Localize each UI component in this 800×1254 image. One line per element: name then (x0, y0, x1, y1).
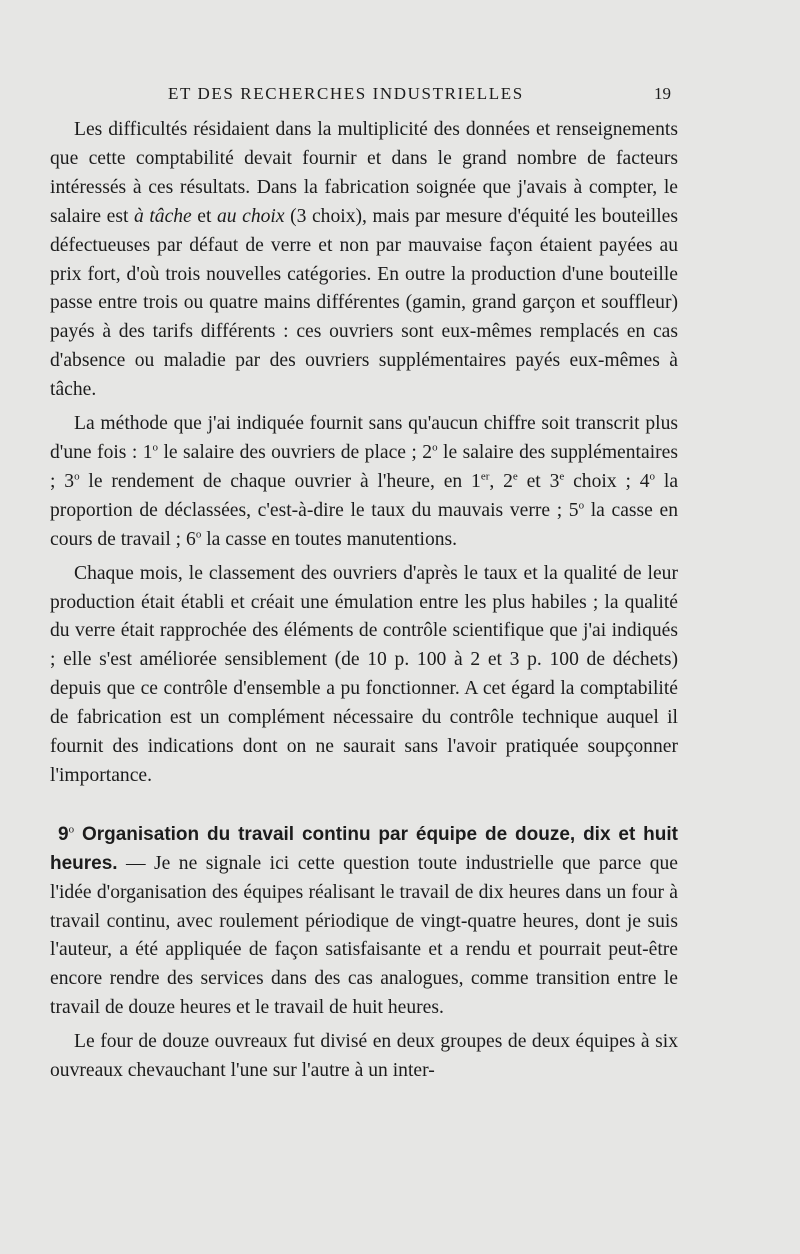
running-title: ET DES RECHERCHES INDUSTRIELLES (168, 84, 524, 103)
paragraph-2-text-b: le salaire des ouvriers de place ; 2 (158, 441, 433, 463)
paragraph-1-text-c: (3 choix), mais par mesure d'équité les bouteilles défectueuses par défaut de verre et non par mauvaise façon étaient payées au prix fort, d'où trois nouvelles catégories. En outre la production d'une bouteille passe entre trois ou quatre mains différentes (gamin, grand garçon et souffleur) payés à des tarifs différents : ces ouvriers sont eux-mêmes remplacés en cas d'absence ou maladie par des ouvriers supplémentaires payés eux-mêmes à tâche. (50, 205, 678, 401)
page-header (0, 84, 800, 114)
section-9-text: — Je ne signale ici cette question toute industrielle que parce que l'idée d'organisation des équipes réalisant le travail de dix heures dans un four à travail continu, avec roulement périodique de vingt-quatre heures, dont je suis l'auteur, a été appliquée de façon satisfaisante et a rendu et pourrait peut-être encore rendre des services dans des cas analogues, comme transition entre le travail de douze heures et le travail de huit heures. (50, 852, 678, 1019)
degree-sign: o (649, 470, 656, 483)
section-heading: Organisation du travail continu par équipe de douze, dix et huit heures. (50, 823, 678, 874)
paragraph-2-text-i: la casse en cours de travail ; 6 (50, 499, 678, 550)
degree-sign: o (432, 441, 438, 454)
paragraph-5: Le four de douze ouvreaux fut divisé en deux groupes de deux équipes à six ouvreaux chevauchant l'une sur l'autre à un inter- (50, 1031, 678, 1082)
paragraph-1-text-b: et (191, 205, 217, 227)
section-number: 9 (58, 823, 69, 845)
paragraph-2-text-e: , 2 (489, 470, 513, 492)
paragraph-2-text-a: La méthode que j'ai indiquée fournit sans qu'aucun chiffre soit transcrit plus d'une fois : 1 (50, 413, 678, 463)
degree-sign: o (578, 499, 585, 512)
paragraph-1-text-a: Les difficultés résidaient dans la multiplicité des données et renseignements que cette comptabilité devait fournir et dans le grand nombre de facteurs intéressés à ces résultats. Dans la fabrication soignée que j'avais à compter, le salaire est (50, 119, 678, 227)
paragraph-2 (50, 410, 678, 555)
italic-a-tache: à tâche (133, 205, 192, 227)
paragraph-1 (50, 116, 678, 405)
paragraph-2-text-j: la casse en toutes manutentions. (201, 528, 458, 550)
degree-sign: o (74, 470, 80, 483)
paragraph-2-text-g: choix ; 4 (564, 470, 650, 492)
degree-sign: o (152, 441, 159, 454)
paragraph-2-text-c: le salaire des supplémentaires ; 3 (50, 441, 678, 492)
degree-sign: o (68, 823, 75, 836)
degree-sign: o (195, 528, 202, 541)
paragraph-2-text-d: le rendement de chaque ouvrier à l'heure, en 1 (79, 470, 481, 492)
ordinal-superscript: e (559, 470, 565, 483)
section-9 (50, 821, 678, 1023)
ordinal-superscript: e (512, 470, 518, 483)
paragraph-3: Chaque mois, le classement des ouvriers d'après le taux et la qualité de leur production était établi et créait une émulation entre les plus habiles ; la qualité du verre était rapprochée des éléments de contrôle scientifique que j'ai indiqués ; elle s'est améliorée sensiblement (de 10 p. 100 à 2 et 3 p. 100 de déchets) depuis que ce contrôle d'ensemble a pu fonctionner. A cet égard la comptabilité de fabrication est un complément nécessaire du contrôle technique auquel il fournit des indications dont on ne saurait sans l'avoir pratiquée soupçonner l'importance. (50, 562, 678, 786)
page-number: 19 (654, 84, 671, 103)
body-text (50, 116, 678, 1086)
paragraph-2-text-f: et 3 (517, 470, 560, 492)
ordinal-superscript: er (480, 470, 490, 483)
paragraph-2-text-h: la proportion de déclassées, c'est-à-dire le taux du mauvais verre ; 5 (50, 470, 679, 521)
italic-au-choix: au choix (217, 205, 285, 227)
